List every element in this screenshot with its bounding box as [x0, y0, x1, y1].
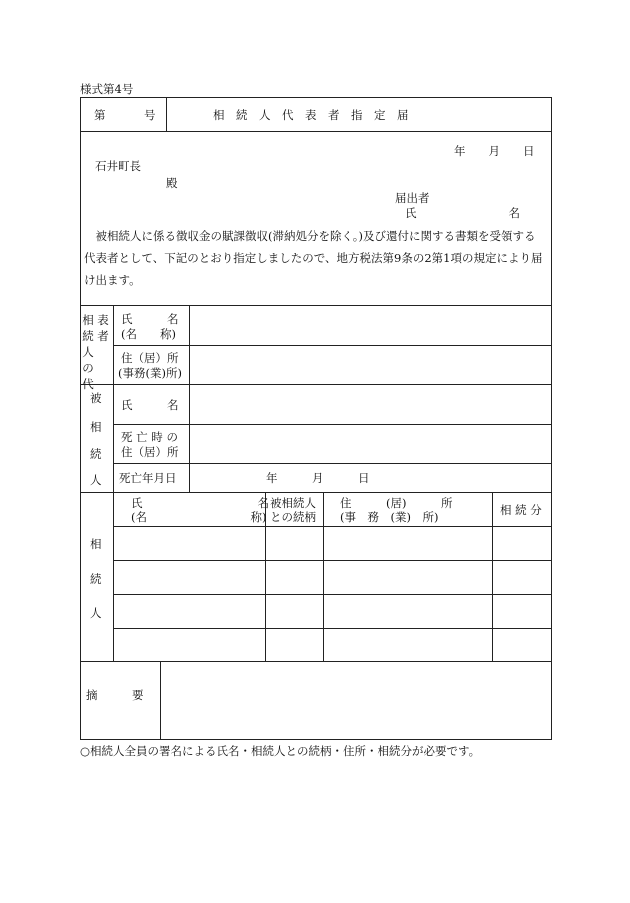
applicant-label: 届出者 — [395, 191, 430, 205]
rep-address-label2: (事務(業)所) — [118, 366, 182, 380]
body-text-line3: け出ます。 — [84, 273, 141, 287]
remarks-label: 摘 要 — [86, 688, 144, 702]
date-field: 年 月 日 — [454, 144, 535, 158]
form-title: 相 続 人 代 表 者 指 定 届 — [213, 108, 409, 122]
deceased-side-char-3: 人 — [90, 473, 102, 487]
heirs-side-char-0: 相 — [90, 537, 102, 551]
honorific: 殿 — [166, 176, 178, 190]
rep-name-label2: (名 称) — [121, 327, 176, 341]
deceased-side-char-1: 相 — [90, 420, 102, 434]
number-label-go: 号 — [144, 108, 156, 122]
rep-name-label1: 氏 名 — [121, 312, 179, 326]
body-text-line2: 代表者として、下記のとおり指定しましたので、地方税法第9条の2第1項の規定により届 — [84, 251, 543, 265]
body-text-line1: 被相続人に係る徴収金の賦課徴収(滞納処分を除く。)及び還付に関する書類を受領する — [84, 229, 536, 243]
number-label-dai: 第 — [94, 108, 106, 122]
deceased-address-label2: 住（居）所 — [121, 445, 179, 459]
footnote: ○相続人全員の署名による氏名・相続人との続柄・住所・相続分が必要です。 — [80, 744, 481, 758]
deceased-name-label: 氏 名 — [121, 398, 179, 412]
rep-address-label1: 住（居）所 — [121, 351, 179, 365]
heirs-col-relation1: 被相続人 — [270, 496, 316, 510]
deceased-side-char-0: 被 — [90, 391, 102, 405]
representative-side-label-col2: 表者 — [97, 313, 109, 343]
death-date-label: 死亡年月日 — [119, 471, 177, 485]
heirs-col-address1: 住 (居) 所 — [340, 496, 453, 510]
heirs-side-char-2: 人 — [90, 606, 102, 620]
heirs-col-address2: (事 務 (業) 所) — [340, 510, 439, 524]
heirs-side-char-1: 続 — [90, 572, 102, 586]
deceased-side-char-2: 続 — [90, 447, 102, 461]
heirs-col-share: 相 続 分 — [500, 503, 542, 517]
heirs-col-name1: 氏 名 — [131, 496, 269, 510]
representative-side-label-col1: 相続人の代 — [82, 313, 94, 391]
addressee: 石井町長 — [95, 159, 141, 173]
heirs-col-relation2: との続柄 — [270, 510, 316, 524]
applicant-name-label: 氏 名 — [405, 206, 520, 220]
death-date-value: 年 月 日 — [266, 471, 370, 485]
deceased-address-label1: 死 亡 時 の — [121, 430, 178, 444]
form-number: 様式第4号 — [80, 82, 134, 96]
heirs-col-name2: (名 称) — [131, 510, 267, 524]
